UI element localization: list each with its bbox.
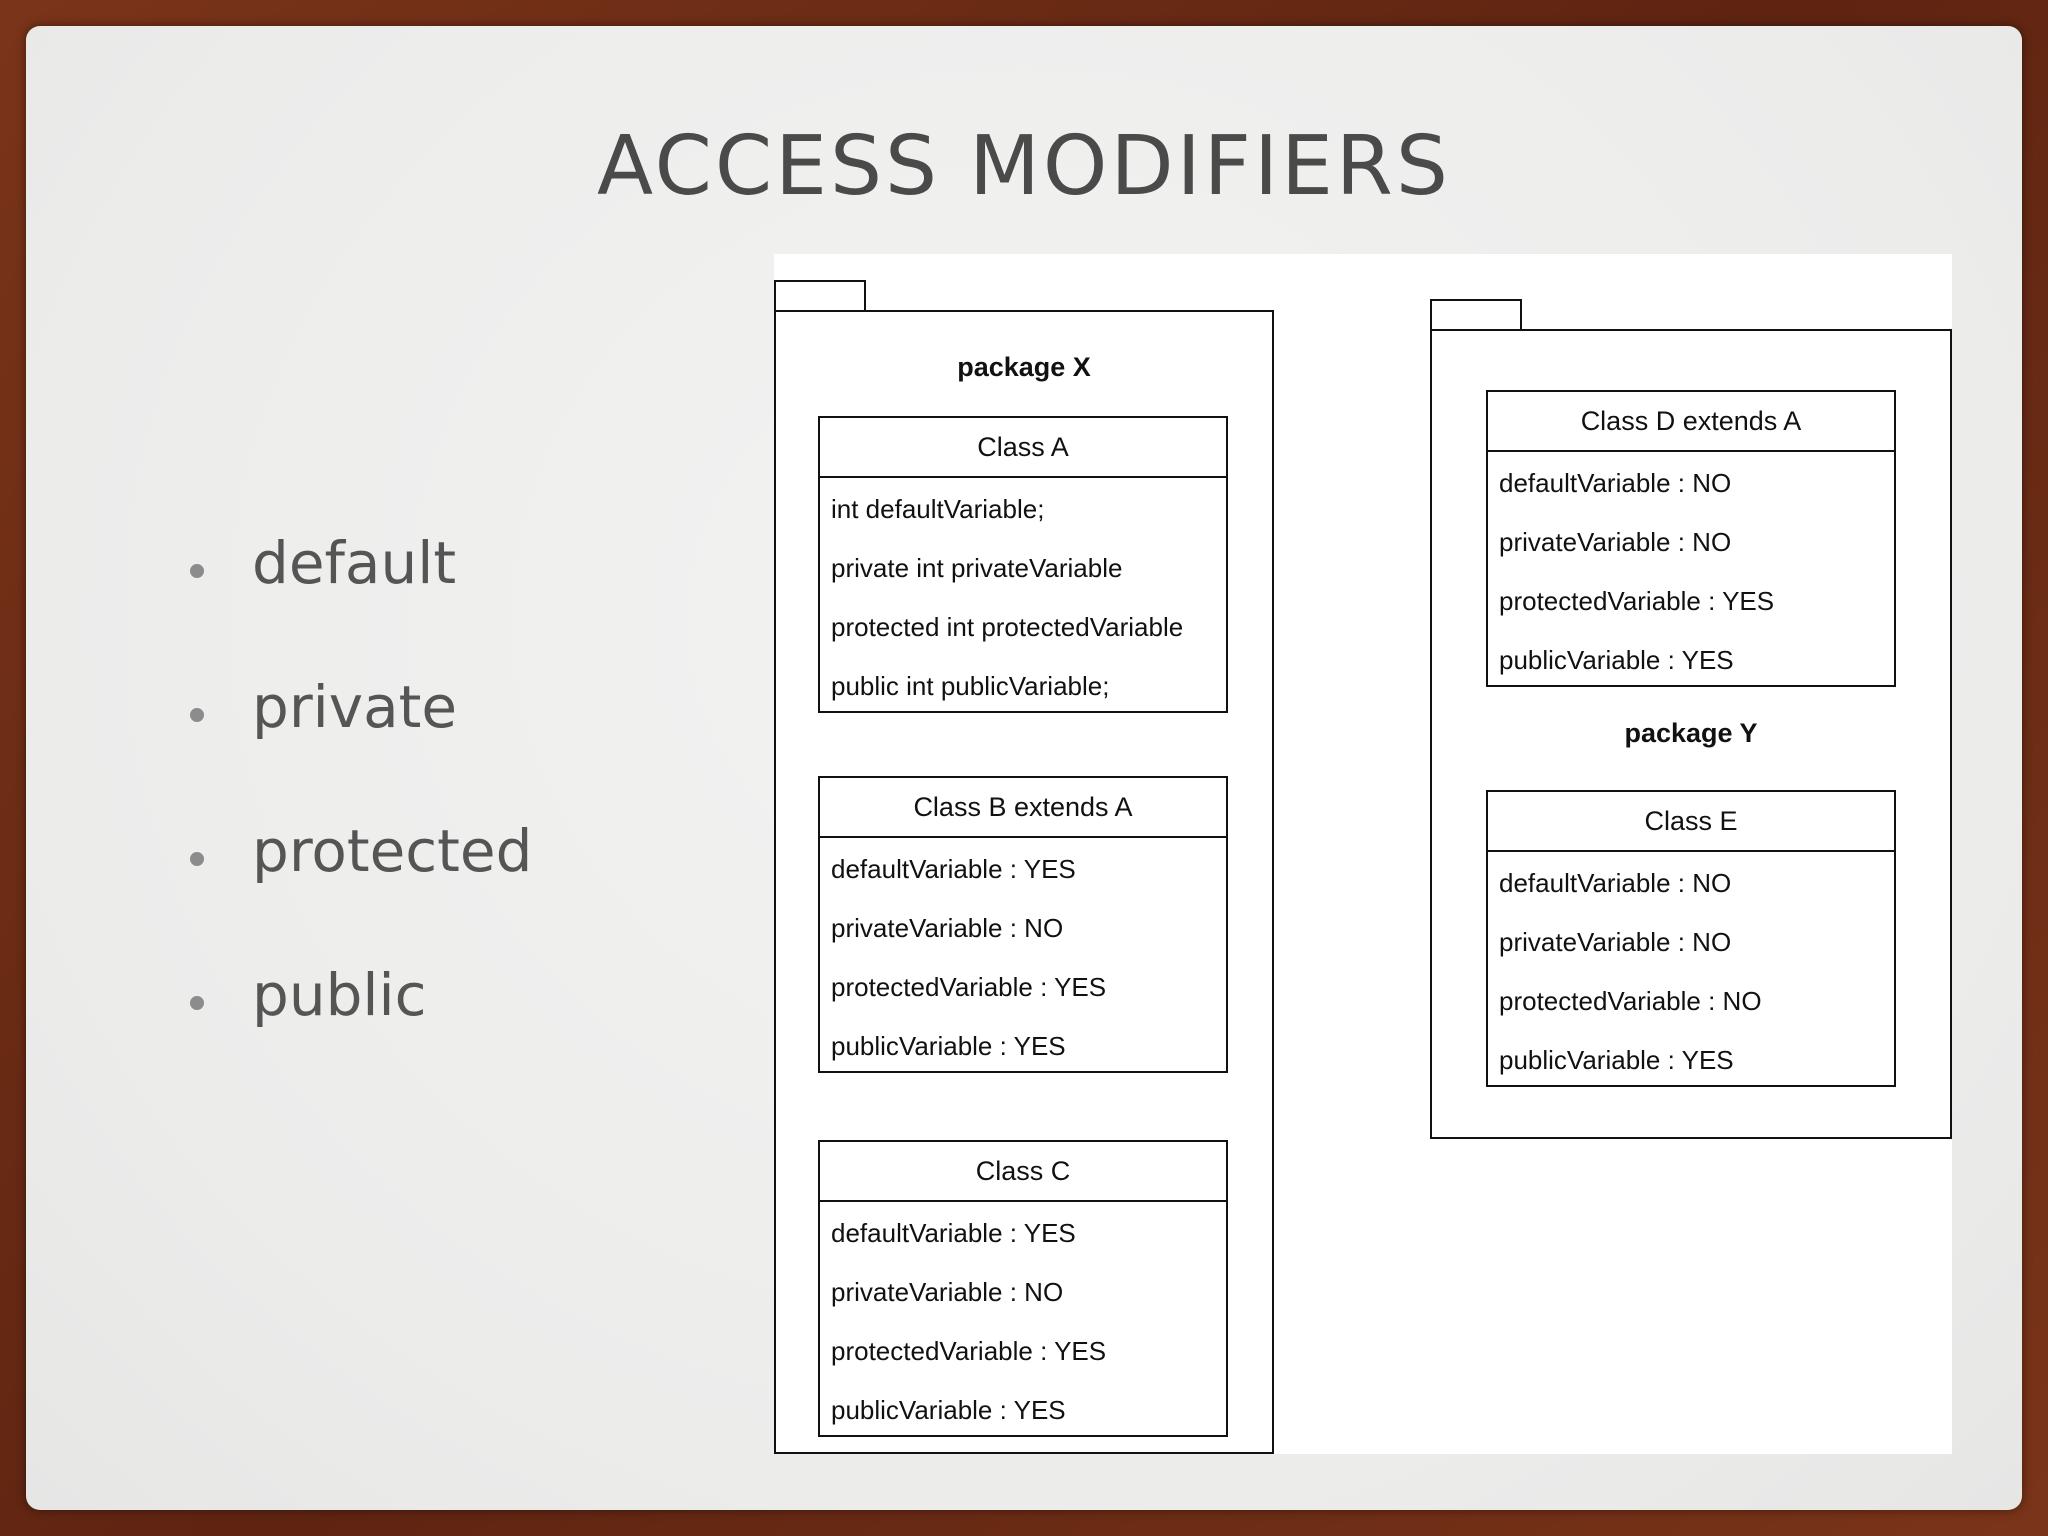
class-e-box xyxy=(1486,790,1896,1087)
bullet-dot-icon xyxy=(190,564,204,578)
bullet-text: private xyxy=(252,673,458,741)
class-a-members xyxy=(820,478,1226,716)
class-member: defaultVariable : YES xyxy=(831,854,1076,884)
class-member: protectedVariable : YES xyxy=(1499,586,1775,616)
package-x-tab xyxy=(774,280,866,312)
class-member: protectedVariable : YES xyxy=(831,972,1107,1002)
bullet-text: default xyxy=(252,529,457,597)
package-y-tab xyxy=(1430,299,1522,331)
class-member: defaultVariable : NO xyxy=(1499,868,1732,898)
class-member: privateVariable : NO xyxy=(1499,527,1732,557)
class-d-box xyxy=(1486,390,1896,687)
class-a-name: Class A xyxy=(820,418,1226,478)
class-member: publicVariable : YES xyxy=(1499,645,1734,675)
class-d-name: Class D extends A xyxy=(1488,392,1894,452)
class-member: private int privateVariable xyxy=(831,553,1123,583)
bullet-text: protected xyxy=(252,817,533,885)
class-member: publicVariable : YES xyxy=(1499,1045,1734,1075)
class-member: public int publicVariable; xyxy=(831,671,1110,701)
slide xyxy=(26,26,2022,1510)
uml-diagram xyxy=(774,254,1952,1454)
class-b-box xyxy=(818,776,1228,1073)
package-x-label: package X xyxy=(957,352,1091,382)
class-c-members xyxy=(820,1202,1226,1440)
slide-title: ACCESS MODIFIERS xyxy=(597,119,1451,214)
class-member: privateVariable : NO xyxy=(831,1277,1064,1307)
class-b-members xyxy=(820,838,1226,1076)
class-member: protected int protectedVariable xyxy=(831,612,1184,642)
bullet-dot-icon xyxy=(190,996,204,1010)
class-e-name: Class E xyxy=(1488,792,1894,852)
bullet-dot-icon xyxy=(190,852,204,866)
bullet-text: public xyxy=(252,961,427,1029)
class-member: privateVariable : NO xyxy=(831,913,1064,943)
class-member: protectedVariable : NO xyxy=(1499,986,1762,1016)
class-c-box xyxy=(818,1140,1228,1437)
class-member: privateVariable : NO xyxy=(1499,927,1732,957)
class-d-members xyxy=(1488,452,1894,690)
class-e-members xyxy=(1488,852,1894,1090)
bullet-dot-icon xyxy=(190,708,204,722)
class-member: publicVariable : YES xyxy=(831,1031,1066,1061)
class-member: int defaultVariable; xyxy=(831,494,1045,524)
class-member: defaultVariable : NO xyxy=(1499,468,1732,498)
class-member: defaultVariable : YES xyxy=(831,1218,1076,1248)
class-a-box xyxy=(818,416,1228,713)
class-member: protectedVariable : YES xyxy=(831,1336,1107,1366)
class-member: publicVariable : YES xyxy=(831,1395,1066,1425)
class-c-name: Class C xyxy=(820,1142,1226,1202)
package-y-label: package Y xyxy=(1624,718,1758,748)
class-b-name: Class B extends A xyxy=(820,778,1226,838)
